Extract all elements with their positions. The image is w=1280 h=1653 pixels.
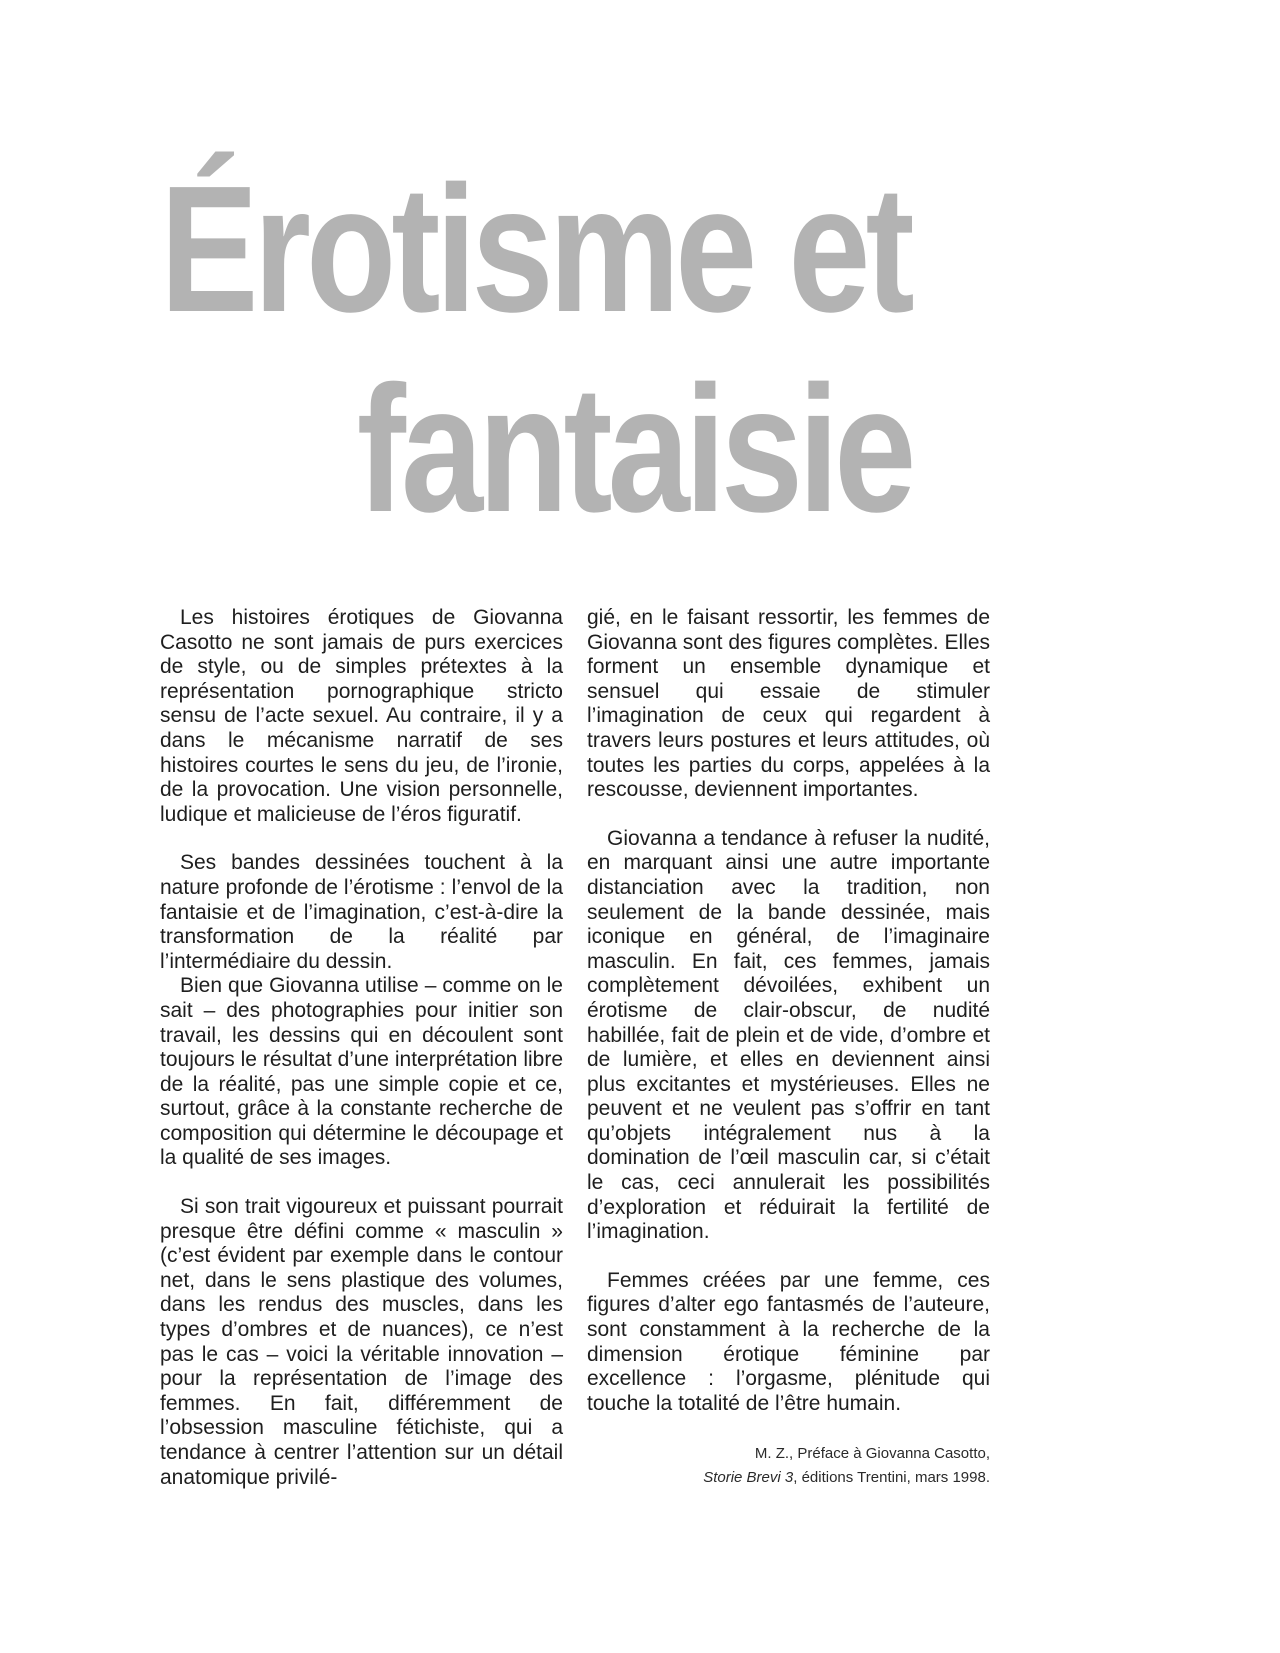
source-credit	[587, 1442, 990, 1490]
right-column	[587, 606, 990, 1416]
credit-line-1: M. Z., Préface à Giovanna Casotto,	[754, 1445, 990, 1462]
paragraph-5: gié, en le faisant ressortir, les femmes de Giovanna sont des figures complètes. Elles forment un ensemble dynamique et sensuel qui essaie de stimuler l’imagination de ceux qui regardent à travers leurs postures et leurs attitudes, où toutes les parties du corps, appelées à la rescousse, deviennent importantes.	[587, 606, 990, 802]
credit-line-2	[587, 1466, 990, 1490]
credit-book-title: Storie Brevi 3	[703, 1469, 794, 1486]
paragraph-7: Femmes créées par une femme, ces figures d’alter ego fantasmés de l’auteure, sont constamment à la recherche de la dimension érotique féminine par excellence : l’orgasme, plénitude qui touche la totalité de l’être humain.	[587, 1268, 990, 1415]
paragraph-1: Les histoires érotiques de Giovanna Casotto ne sont jamais de purs exercices de style, ou de simples prétextes à la représentation pornographique stricto sensu de l’acte sexuel. Au contraire, il y a dans le mécanisme narratif de ses histoires courtes le sens du jeu, de l’ironie, de la provocation. Une vision personnelle, ludique et malicieuse de l’éros figuratif.	[160, 606, 563, 826]
paragraph-6: Giovanna a tendance à refuser la nudité, en marquant ainsi une autre importante distanciation avec la tradition, non seulement de la bande dessinée, mais iconique en général, de l’imaginaire masculin. En fait, ces femmes, jamais complètement dévoilées, exhibent un érotisme de clair-obscur, de nudité habillée, fait de plein et de vide, d’ombre et de lumière, et elles en deviennent ainsi plus excitantes et mystérieuses. Elles ne peuvent et ne veulent pas s’offrir en tant qu’objets intégralement nus à la domination de l’œil masculin car, si c’était le cas, ceci annulerait les possibilités d’exploration et réduirait la fertilité de l’imagination.	[587, 826, 990, 1244]
credit-line-2-rest: , éditions Trentini, mars 1998.	[793, 1469, 990, 1486]
page-title	[160, 149, 912, 550]
paragraph-4: Si son trait vigoureux et puissant pourrait presque être défini comme « masculin » (c’est évident par exemple dans le contour net, dans le sens plastique des volumes, dans les rendus des muscles, dans les types d’ombres et de nuances), ce n’est pas le cas – voici la véritable innovation – pour la représentation de l’image des femmes. En fait, différemment de l’obsession masculine fétichiste, qui a tendance à centrer l’attention sur un détail anatomique privilé-	[160, 1195, 563, 1489]
title-line-2: fantaisie	[356, 349, 912, 550]
paragraph-3: Bien que Giovanna utilise – comme on le sait – des photographies pour initier son travail, les dessins qui en découlent sont toujours le résultat d’une interprétation libre de la réalité, pas une simple copie et ce, surtout, grâce à la constante recherche de composition qui détermine le découpage et la qualité de ses images.	[160, 974, 563, 1170]
left-column	[160, 606, 563, 1490]
paragraph-2: Ses bandes dessinées touchent à la nature profonde de l’érotisme : l’envol de la fantaisie et de l’imagination, c’est-à-dire la transformation de la réalité par l’intermédiaire du dessin.	[160, 851, 563, 973]
title-line-1: Érotisme et	[160, 149, 910, 350]
